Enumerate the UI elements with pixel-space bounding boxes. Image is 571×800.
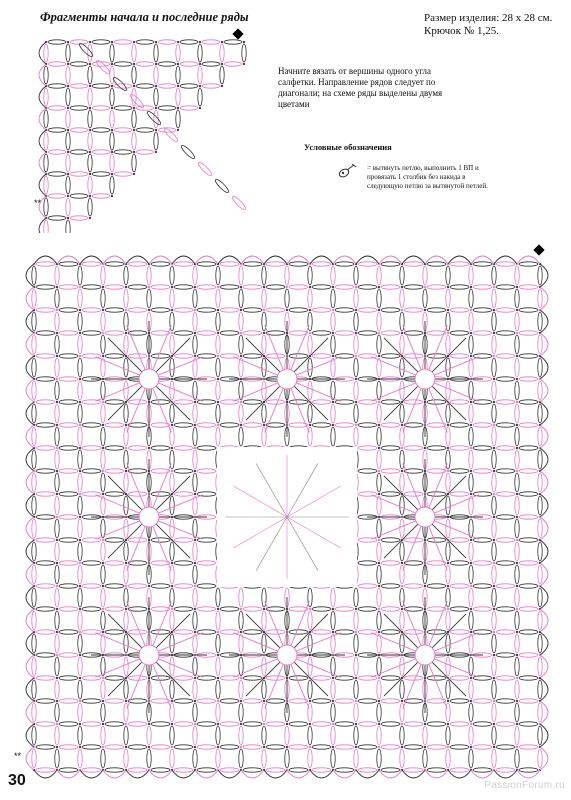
item-specs <box>424 12 552 38</box>
page-number: 30 <box>8 772 26 789</box>
main-crochet-chart <box>12 244 564 784</box>
start-marker-top: ** <box>34 198 42 208</box>
item-size-text: Размер изделия: 28 х 28 см. <box>424 12 553 24</box>
legend-description: = вытянуть петлю, выполнить 1 ВП и провязать 1 столбик без накида в следующую петлю за вытянутой петлей. <box>367 164 488 190</box>
diamond-marker-icon <box>232 28 243 39</box>
start-marker-bottom: ** <box>14 751 22 761</box>
hook-size-text: Крючок № 1,25. <box>424 25 500 37</box>
page-title: Фрагменты начала и последние ряды <box>40 10 249 24</box>
legend-title: Условные обозначения <box>304 142 392 152</box>
instructions-text: Начните вязать от вершины одного угла салфетки. Направление рядов следует по диагонали; на схеме ряды выделены двумя цветами <box>278 66 443 109</box>
fragment-mesh <box>44 40 246 233</box>
diamond-marker-icon <box>533 244 544 255</box>
fragment-diagonal <box>78 42 247 211</box>
watermark: PassionForum.ru <box>484 780 565 791</box>
pulled-loop-symbol-icon <box>336 163 362 179</box>
corner-fragment-chart <box>30 28 260 233</box>
